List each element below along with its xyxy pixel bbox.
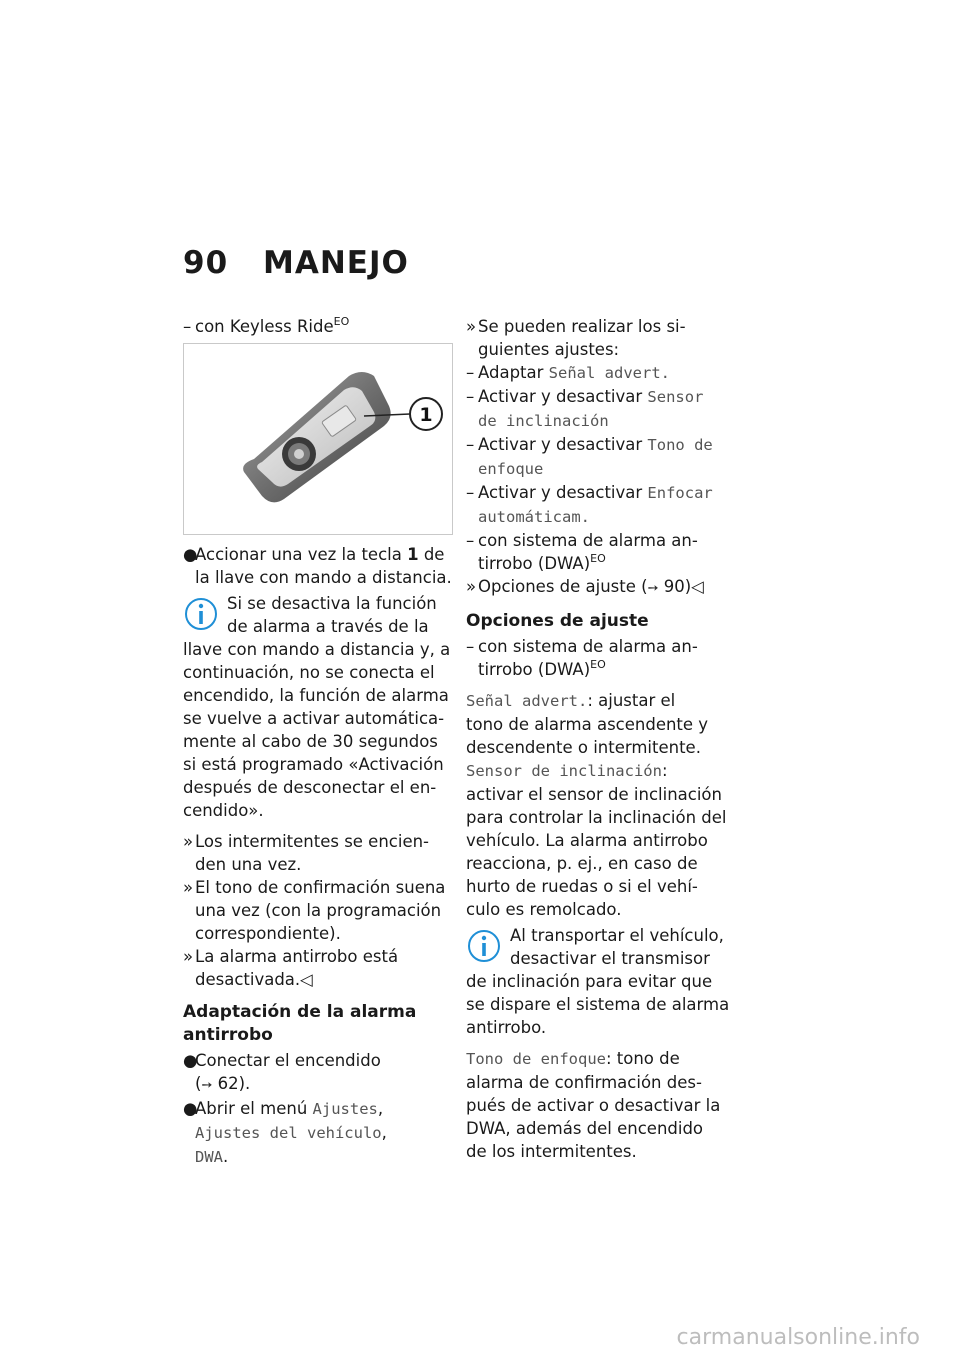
para-tono: Tono de enfoque: tono de — [466, 1049, 680, 1068]
page-ref-arrow-icon[interactable]: ➙ — [201, 1078, 213, 1093]
options-intro: » Se pueden realizar los si- — [466, 317, 686, 336]
info-icon — [183, 596, 219, 638]
result-tono: » El tono de confirmación suena — [183, 878, 446, 897]
step-abrir-menu: ● Abrir el menú Ajustes, — [183, 1099, 384, 1118]
option-ref: » Opciones de ajuste (➙ 90)◁ — [466, 575, 738, 600]
end-mark-icon: ◁ — [300, 970, 313, 989]
info-note-2: Al transportar el vehículo, desactivar el transmisor de inclinación para evitar que se dispare el sistema de alarma antirrobo. — [466, 926, 730, 1037]
heading-adaptacion: Adaptación de la alarma antirrobo — [183, 1002, 417, 1045]
right-column: » Se pueden realizar los si- guientes ajustes: – Adaptar Señal advert. – Activar y desactivar Sensor de inclinación – Activar y desactivar Tono de enfoque – Activar y desactivar Enfocar automáticam. – con sistema de alarma an- tirrobo (DWA)$^{EO}$ » Opciones de ajuste (➙ 90)◁ Opciones de ajuste – con sistema de alarma an- tirrobo (DWA)$^{EO}$ Señal advert.: ajustar el tono de alarma ascendente y descendente o intermitente. Sensor de inclinación: activar el sensor de inclinación para controlar la inclinación del vehículo. La alarma antirrobo reacciona, p. ej., en caso de hurto de ruedas o si el vehí- culo es remolcado. Al transportar el vehículo, desactivar el transmisor de inclinación para evitar que se dispare el sistema de alarma antirrobo. Tono de enfoque: tono de alarma de confirmación des- pués de activar o desactivar la DWA, además del encendido de los intermitentes. — [466, 315, 738, 1163]
option-enfocar: – Activar y desactivar Enfocar — [466, 483, 713, 502]
option-sensor: – Activar y desactivar Sensor — [466, 387, 704, 406]
heading-opciones: Opciones de ajuste — [466, 611, 649, 631]
option-tono: – Activar y desactivar Tono de — [466, 435, 713, 454]
key-fob-figure — [183, 343, 453, 535]
figure-callout-1: 1 — [419, 404, 433, 426]
end-mark-icon: ◁ — [691, 577, 704, 596]
option-dwa-condition: – con sistema de alarma an- — [466, 531, 698, 550]
left-column: – con Keyless Ride$^{EO}$ 1 ● Accionar una vez la tecla 1 de la llave con mando a distancia. Si se desactiva la función de alarma a través de la llave con mando a distancia y, a continuación, no se conecta el encendido, la función de alarma se vuelve a activar automática- mente al cabo de 30 segundos si está programado «Activación después de desconectar el en- cendido». » Los intermitentes se encien- den una vez. » El tono de confirmación suena una vez (con la programación correspondiente). » La alarma antirrobo está desactivada.◁ Adaptación de la alarma antirrobo ● Conectar el encendido (➙ 62). ● Abrir el menú Ajustes, Ajustes del vehículo, DWA. — [183, 315, 452, 1166]
watermark: carmanualsonline.info — [676, 1325, 920, 1350]
section-title: MANEJO — [263, 245, 409, 281]
result-intermitentes: » Los intermitentes se encien- — [183, 832, 430, 851]
info-note-1: Si se desactiva la función de alarma a través de la llave con mando a distancia y, a continuación, no se conecta el encendido, la función de alarma se vuelve a activar automática- mente al cabo de 30 segundos si está programado «Activación después de desconectar el en- cendido». — [183, 594, 451, 820]
option-adaptar: – Adaptar Señal advert. — [466, 363, 670, 382]
result-alarma: » La alarma antirrobo está — [183, 947, 399, 966]
keyless-condition: – con Keyless Ride$^{EO}$ — [183, 315, 350, 336]
info-icon — [466, 928, 502, 970]
step-conectar: ● Conectar el encendido — [183, 1051, 381, 1070]
page-header — [183, 245, 409, 281]
page-number: 90 — [183, 245, 229, 281]
para-senal: Señal advert.: ajustar el — [466, 691, 676, 710]
bullet-accionar: ● Accionar una vez la tecla 1 de — [183, 545, 445, 564]
dwa-condition: – con sistema de alarma an- — [466, 637, 698, 656]
key-fob-illustration — [184, 344, 452, 534]
para-sensor: Sensor de inclinación: — [466, 761, 668, 780]
page-ref-arrow-icon[interactable]: ➙ — [647, 581, 659, 596]
